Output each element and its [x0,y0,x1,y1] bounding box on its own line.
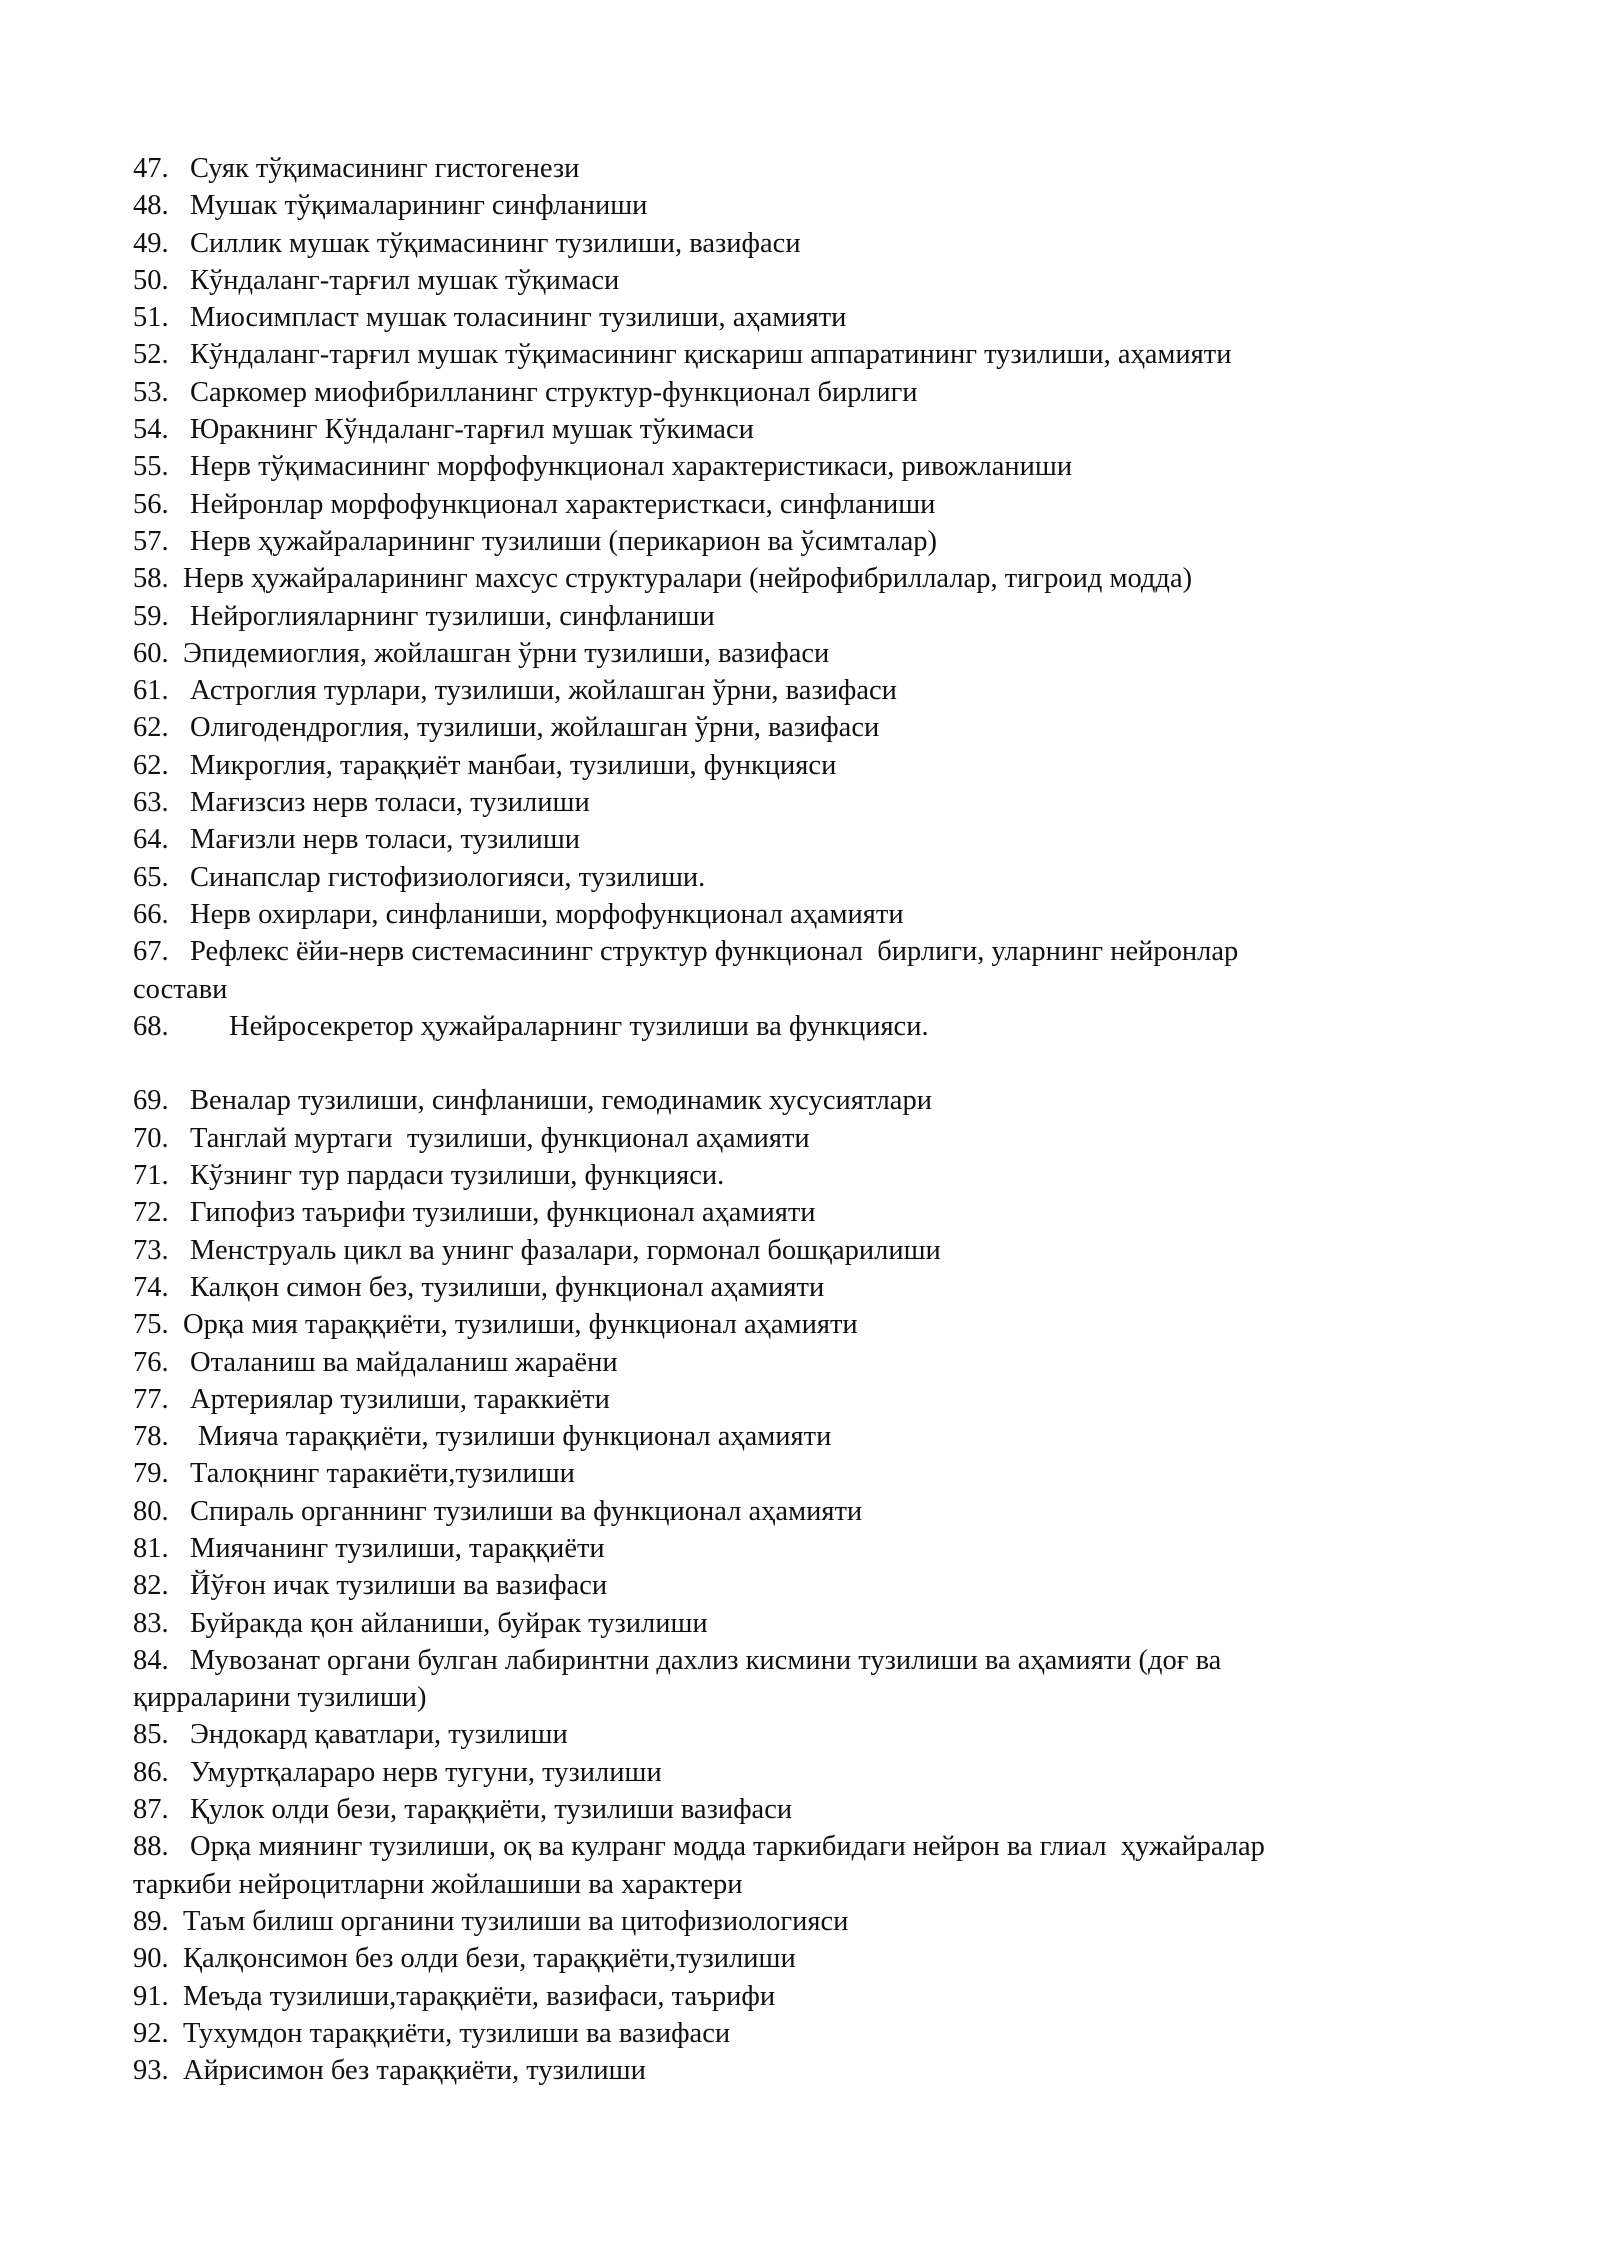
list-item [133,635,1433,672]
item-text: Меъда тузилиши,тараққиёти, вазифаси, таърифи [183,1980,776,2012]
list-item [133,672,1433,709]
item-text: Силлик мушак тўқимасининг тузилиши, вазифаси [190,227,801,259]
list-item [133,1381,1433,1418]
list-item [133,1232,1433,1269]
list-item [133,1940,1433,1977]
item-number: 58. [133,563,169,595]
item-number: 91. [133,1980,169,2012]
list-item [133,1344,1433,1381]
list-item [133,262,1433,299]
item-text: Тухумдон тараққиёти, тузилиши ва вазифаси [183,2017,731,2049]
item-text: Қалқонсимон без олди бези, тараққиёти,тузилиши [183,1943,796,1975]
item-number: 80. [133,1495,169,1527]
item-number: 87. [133,1794,169,1826]
list-item-continuation: состави [133,973,228,1005]
list-item [133,1903,1433,1940]
list-item [133,1567,1433,1604]
list-item [133,709,1433,746]
item-text: Орқа мия тараққиёти, тузилиши, функционал аҳамияти [183,1309,858,1341]
item-number: 61. [133,675,169,707]
item-number: 51. [133,302,169,334]
item-number: 60. [133,637,169,669]
list-item [133,1194,1433,1231]
list-item [133,225,1433,262]
item-number: 64. [133,824,169,856]
list-item [133,523,1433,560]
item-number: 74. [133,1271,169,1303]
item-text: Кўндаланг-тарғил мушак тўқимасининг қискариш аппаратининг тузилиши, аҳамияти [190,339,1232,371]
item-text: Буйракда қон айланиши, буйрак тузилиши [190,1607,708,1639]
item-number: 54. [133,414,169,446]
item-number: 86. [133,1756,169,1788]
item-text: Юракнинг Кўндаланг-тарғил мушак тўкимаси [190,414,754,446]
item-number: 79. [133,1458,169,1490]
item-text: Йўғон ичак тузилиши ва вазифаси [190,1570,608,1602]
item-text: Оталаниш ва майдаланиш жараёни [190,1346,618,1378]
item-text: Мушак тўқималарининг синфланиши [190,190,648,222]
item-number: 84. [133,1644,169,1676]
item-text: Синапслар гистофизиологияси, тузилиши. [190,861,706,893]
list-item [133,1082,1433,1119]
item-text: Кўндаланг-тарғил мушак тўқимаси [190,264,620,296]
list-item [133,336,1433,373]
item-text: Нерв охирлари, синфланиши, морфофункционал аҳамияти [190,898,904,930]
item-text: Нерв ҳужайраларининг махсус структуралари (нейрофибриллалар, тигроид модда) [183,563,1193,595]
item-number: 72. [133,1197,169,1229]
item-text: Кўзнинг тур пардаси тузилиши, функцияси. [190,1160,725,1192]
item-number: 77. [133,1383,169,1415]
list-item [133,1716,1433,1753]
item-number: 88. [133,1831,169,1863]
item-number: 83. [133,1607,169,1639]
item-text: Нейронлар морфофункционал характеристкаси, синфланиши [190,488,936,520]
item-number: 50. [133,264,169,296]
item-text: Нейросекретор ҳужайраларнинг тузилиши ва функцияси. [229,1010,929,1042]
item-text: Айрисимон без тараққиёти, тузилиши [183,2055,646,2087]
item-number: 62. [133,749,169,781]
item-text: Нерв ҳужайраларининг тузилиши (перикарион ва ўсимталар) [190,525,937,557]
item-number: 62. [133,712,169,744]
item-number: 75. [133,1309,169,1341]
item-text: Рефлекс ёйи-нерв системасининг структур функционал бирлиги, уларнинг нейронлар [190,936,1239,968]
list-item [133,1978,1433,2015]
list-item [133,486,1433,523]
list-item [133,2052,1433,2089]
list-item [133,187,1433,224]
item-number: 56. [133,488,169,520]
list-item-continuation: қирраларини тузилиши) [133,1682,427,1714]
item-number: 55. [133,451,169,483]
item-number: 73. [133,1234,169,1266]
list-item [133,896,1433,933]
item-text: Эпидемиоглия, жойлашган ўрни тузилиши, вазифаси [183,637,830,669]
item-number: 49. [133,227,169,259]
list-item [133,747,1433,784]
list-item [133,374,1433,411]
item-number: 90. [133,1943,169,1975]
list-item [133,1530,1433,1567]
item-text: Саркомер миофибрилланинг структур-функционал бирлиги [190,376,918,408]
item-text: Гипофиз таърифи тузилиши, функционал аҳамияти [190,1197,816,1229]
list-item-continuation: таркиби нейроцитларни жойлашиши ва характери [133,1868,743,1900]
list-item [133,784,1433,821]
list-item [133,2015,1433,2052]
item-number: 52. [133,339,169,371]
item-text: Мияча тараққиёти, тузилиши функционал аҳамияти [198,1421,832,1453]
item-number: 85. [133,1719,169,1751]
list-item [133,1455,1433,1492]
item-text: Қулок олди бези, тараққиёти, тузилиши вазифаси [190,1794,793,1826]
item-text: Менструаль цикл ва унинг фазалари, гормонал бошқарилиши [190,1234,941,1266]
item-text: Калқон симон без, тузилиши, функционал аҳамияти [190,1271,825,1303]
list-item [133,598,1433,635]
list-item [133,1642,1433,1679]
item-number: 82. [133,1570,169,1602]
list-item [133,1418,1433,1455]
item-text: Микроглия, тараққиёт манбаи, тузилиши, функцияси [190,749,837,781]
item-number: 48. [133,190,169,222]
list-item [133,1605,1433,1642]
item-number: 68. [133,1010,169,1042]
item-text: Мувозанат органи булган лабиринтни дахлиз кисмини тузилиши ва аҳамияти (доғ ва [190,1644,1222,1676]
list-item [133,1828,1433,1865]
item-text: Суяк тўқимасининг гистогенези [190,153,580,184]
item-text: Артериялар тузилиши, тараккиёти [190,1383,610,1415]
item-text: Миячанинг тузилиши, тараққиёти [190,1532,605,1564]
item-text: Мағизсиз нерв толаси, тузилиши [190,787,590,819]
item-number: 76. [133,1346,169,1378]
item-number: 59. [133,600,169,632]
item-number: 67. [133,936,169,968]
item-text: Таъм билиш органини тузилиши ва цитофизиологияси [183,1905,849,1937]
item-number: 63. [133,787,169,819]
list-item [133,1269,1433,1306]
item-text: Танглай муртаги тузилиши, функционал аҳамияти [190,1122,810,1154]
list-item [133,411,1433,448]
item-number: 81. [133,1532,169,1564]
item-text: Олигодендроглия, тузилиши, жойлашган ўрни, вазифаси [190,712,880,744]
item-text: Мағизли нерв толаси, тузилиши [190,824,581,856]
list-item [133,821,1433,858]
blank-line [133,1045,1433,1082]
item-text: Талоқнинг таракиёти,тузилиши [190,1458,575,1490]
item-text: Астроглия турлари, тузилиши, жойлашган ўрни, вазифаси [190,675,897,707]
list-item [133,1008,1433,1045]
item-text: Умуртқалараро нерв тугуни, тузилиши [190,1756,662,1788]
list-item [133,150,1433,187]
item-number: 70. [133,1122,169,1154]
item-number: 92. [133,2017,169,2049]
item-number: 53. [133,376,169,408]
item-number: 65. [133,861,169,893]
item-text: Орқа миянинг тузилиши, оқ ва кулранг модда таркибидаги нейрон ва глиал ҳужайралар [190,1831,1265,1863]
list-item [133,448,1433,485]
item-number: 89. [133,1905,169,1937]
list-item [133,1754,1433,1791]
item-text: Нейроглияларнинг тузилиши, синфланиши [190,600,715,632]
item-number: 66. [133,898,169,930]
list-item [133,1493,1433,1530]
list-item [133,859,1433,896]
item-text: Веналар тузилиши, синфланиши, гемодинамик хусусиятлари [190,1085,932,1117]
question-list [133,150,1433,2089]
item-text: Эндокард қаватлари, тузилиши [190,1719,568,1751]
list-item [133,560,1433,597]
item-number: 71. [133,1160,169,1192]
list-item [133,1157,1433,1194]
list-item [133,1120,1433,1157]
item-number: 47. [133,153,169,184]
list-item [133,933,1433,970]
item-text: Спираль органнинг тузилиши ва функционал аҳамияти [190,1495,863,1527]
item-number: 69. [133,1085,169,1117]
item-number: 93. [133,2055,169,2087]
item-text: Нерв тўқимасининг морфофункционал характеристикаси, ривожланиши [190,451,1073,483]
item-number: 57. [133,525,169,557]
list-item [133,1791,1433,1828]
list-item [133,1306,1433,1343]
item-number: 78. [133,1421,169,1453]
item-text: Миосимпласт мушак толасининг тузилиши, аҳамияти [190,302,847,334]
list-item [133,299,1433,336]
